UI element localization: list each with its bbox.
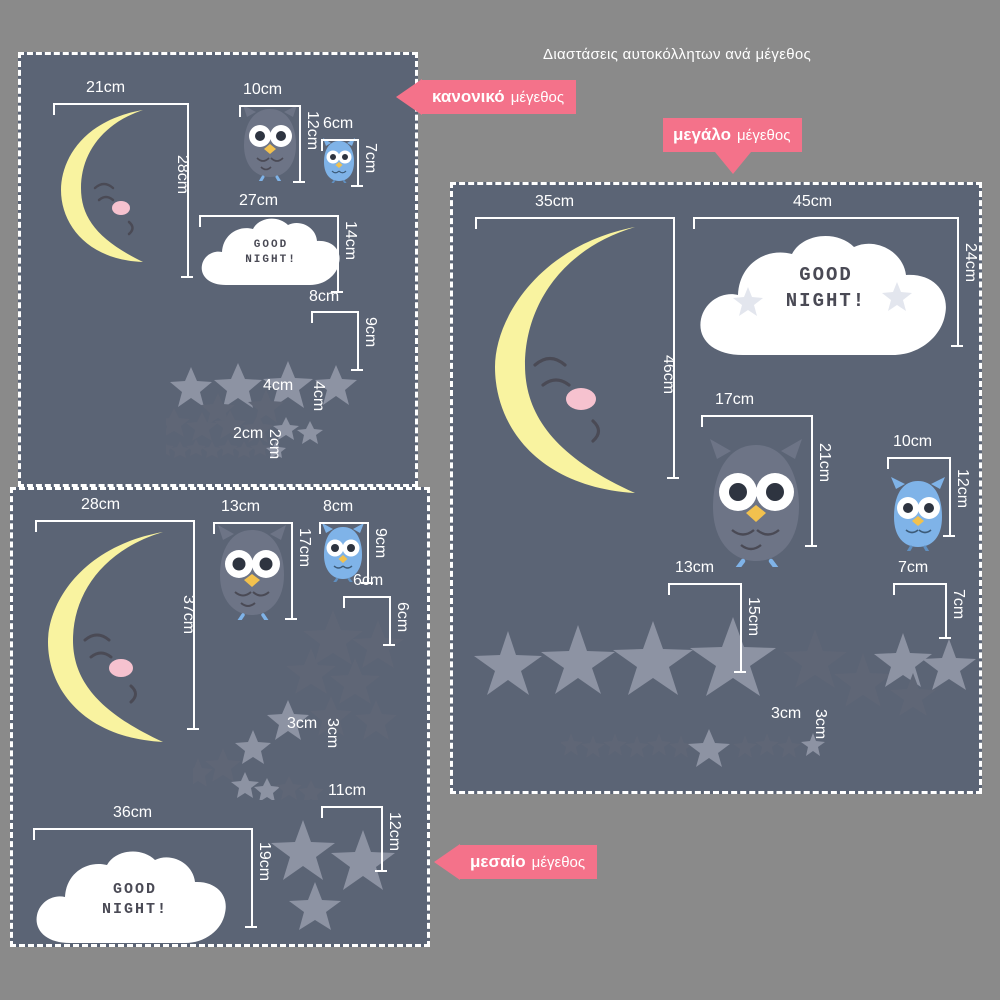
header-caption: Διαστάσεις αυτοκόλλητων ανά μέγεθος <box>543 46 812 63</box>
arrow-down-icon <box>715 152 751 174</box>
measure-tick <box>321 139 323 151</box>
moon-shape-medium <box>23 520 178 750</box>
measure-tick <box>939 637 951 639</box>
measure-tick <box>33 828 35 840</box>
measure-tick <box>893 583 895 595</box>
measure-line <box>673 217 675 479</box>
cloud-text-line2: NIGHT! <box>245 253 297 266</box>
measure-tick <box>239 105 241 117</box>
dim-owl-height: 17cm <box>296 528 313 568</box>
measure-tick <box>319 522 321 534</box>
measure-tick <box>181 276 193 278</box>
moon-shape-large <box>463 213 653 503</box>
measure-tick <box>351 369 363 371</box>
dim-owl-height: 21cm <box>816 443 833 483</box>
measure-line <box>213 522 293 524</box>
measure-line <box>35 520 195 522</box>
measure-tick <box>343 596 345 608</box>
measure-line <box>311 311 359 313</box>
star-group-large <box>463 595 983 730</box>
dim-star3-width: 2cm <box>233 425 264 442</box>
dim-moon-width: 28cm <box>81 496 121 513</box>
dim-moon-width: 21cm <box>86 79 126 96</box>
cloud-text-large <box>741 263 911 314</box>
tag-large-size <box>663 118 802 152</box>
owl-gray-small-panel <box>239 103 301 186</box>
dim-star2-height: 3cm <box>324 718 341 749</box>
measure-line <box>381 806 383 872</box>
dim-moon-width: 35cm <box>535 193 575 210</box>
measure-line <box>475 217 675 219</box>
measure-line <box>357 311 359 371</box>
measure-line <box>887 457 951 459</box>
measure-line <box>251 828 253 928</box>
dim-owl-small-width: 8cm <box>323 498 354 515</box>
tag-large-label: μεγάλο <box>673 125 732 144</box>
cloud-text-small <box>226 238 316 268</box>
cloud-text-medium <box>65 880 205 921</box>
dim-star-width: 13cm <box>675 559 715 576</box>
panel-medium-size <box>10 487 430 947</box>
dim-owl-width: 13cm <box>221 498 261 515</box>
measure-tick <box>53 103 55 115</box>
measure-tick <box>693 217 695 229</box>
measure-tick <box>734 671 746 673</box>
measure-line <box>949 457 951 537</box>
measure-tick <box>351 185 363 187</box>
measure-line <box>343 596 391 598</box>
cloud-text-line2: NIGHT! <box>101 901 168 919</box>
cloud-text-line1: GOOD <box>112 881 157 898</box>
measure-tick <box>805 545 817 547</box>
dim-moon-height: 46cm <box>660 355 677 395</box>
owl-gray-large-panel <box>701 435 811 572</box>
tag-large-sub: μέγεθος <box>737 126 791 144</box>
dim-cloud-height: 24cm <box>962 243 979 283</box>
measure-line <box>389 596 391 646</box>
measure-line <box>299 105 301 183</box>
panel-large-size <box>450 182 982 794</box>
dim-star2-height: 7cm <box>950 589 967 620</box>
dim-owl-width: 17cm <box>715 391 755 408</box>
tag-medium-sub: μέγεθος <box>531 853 586 871</box>
measure-line <box>321 806 383 808</box>
cloud-text-line1: GOOD <box>799 264 853 286</box>
measure-line <box>668 583 742 585</box>
dim-owl-small-height: 7cm <box>362 143 379 174</box>
measure-tick <box>667 477 679 479</box>
dim-star-height: 9cm <box>362 317 379 348</box>
measure-line <box>945 583 947 639</box>
measure-line <box>811 415 813 547</box>
dim-star3-height: 2cm <box>266 429 283 460</box>
dim-star3-width: 3cm <box>771 705 802 722</box>
measure-line <box>321 139 359 141</box>
dim-moon-height: 28cm <box>174 155 191 195</box>
measure-tick <box>668 583 670 595</box>
measure-line <box>33 828 253 830</box>
measure-tick <box>375 870 387 872</box>
tag-medium-label: μεσαίο <box>470 852 526 871</box>
owl-blue-small-panel <box>321 137 357 188</box>
dim-cloud-width: 45cm <box>793 193 833 210</box>
star-row-tiny-large <box>561 725 891 772</box>
dim-cloud-height: 14cm <box>342 221 359 261</box>
tag-medium-size <box>460 845 597 879</box>
dim-star3-height: 12cm <box>386 812 403 852</box>
measure-line <box>319 522 369 524</box>
dim-star-width: 8cm <box>309 288 340 305</box>
measure-line <box>893 583 947 585</box>
dim-star3-width: 11cm <box>328 782 366 799</box>
measure-line <box>357 139 359 187</box>
measure-tick <box>943 535 955 537</box>
arrow-left-icon <box>396 79 422 115</box>
measure-line <box>957 217 959 347</box>
panel-normal-size <box>18 52 418 487</box>
dim-star-height: 15cm <box>745 597 762 637</box>
measure-line <box>239 105 301 107</box>
measure-tick <box>701 415 703 427</box>
cloud-text-line2: NIGHT! <box>785 289 867 312</box>
measure-tick <box>245 926 257 928</box>
owl-blue-large-panel <box>887 475 949 556</box>
dim-owl-width: 10cm <box>243 81 283 98</box>
measure-line <box>53 103 189 105</box>
measure-tick <box>951 345 963 347</box>
dim-star2-width: 7cm <box>898 559 929 576</box>
dim-star2-width: 3cm <box>287 715 318 732</box>
moon-shape-small <box>43 100 153 270</box>
measure-tick <box>35 520 37 532</box>
cloud-text-line1: GOOD <box>253 239 289 251</box>
arrow-left-icon <box>434 844 460 880</box>
measure-tick <box>293 181 305 183</box>
dim-star3-height: 3cm <box>812 709 829 740</box>
measure-line <box>199 215 339 217</box>
dim-cloud-width: 36cm <box>113 804 153 821</box>
dim-owl-small-height: 9cm <box>372 528 389 559</box>
measure-tick <box>321 806 323 818</box>
measure-tick <box>383 644 395 646</box>
measure-line <box>337 215 339 293</box>
measure-line <box>693 217 959 219</box>
measure-line <box>740 583 742 673</box>
measure-tick <box>199 215 201 227</box>
measure-tick <box>213 522 215 534</box>
tag-normal-sub: μέγεθος <box>510 88 565 106</box>
dim-owl-small-height: 12cm <box>954 469 971 509</box>
dim-owl-height: 12cm <box>304 111 321 151</box>
measure-line <box>701 415 813 417</box>
dim-cloud-width: 27cm <box>239 192 279 209</box>
measure-tick <box>311 311 313 323</box>
dim-moon-height: 37cm <box>180 595 197 635</box>
dim-owl-small-width: 6cm <box>323 115 354 132</box>
measure-tick <box>475 217 477 229</box>
dim-star2-width: 4cm <box>263 377 294 394</box>
tag-normal-label: κανονικό <box>432 87 505 106</box>
dim-star-width: 6cm <box>353 572 384 589</box>
dim-star-height: 6cm <box>394 602 411 633</box>
measure-tick <box>887 457 889 469</box>
tag-normal-size <box>422 80 576 114</box>
dim-star2-height: 4cm <box>310 381 327 412</box>
dim-owl-small-width: 10cm <box>893 433 933 450</box>
dim-cloud-height: 19cm <box>256 842 273 882</box>
